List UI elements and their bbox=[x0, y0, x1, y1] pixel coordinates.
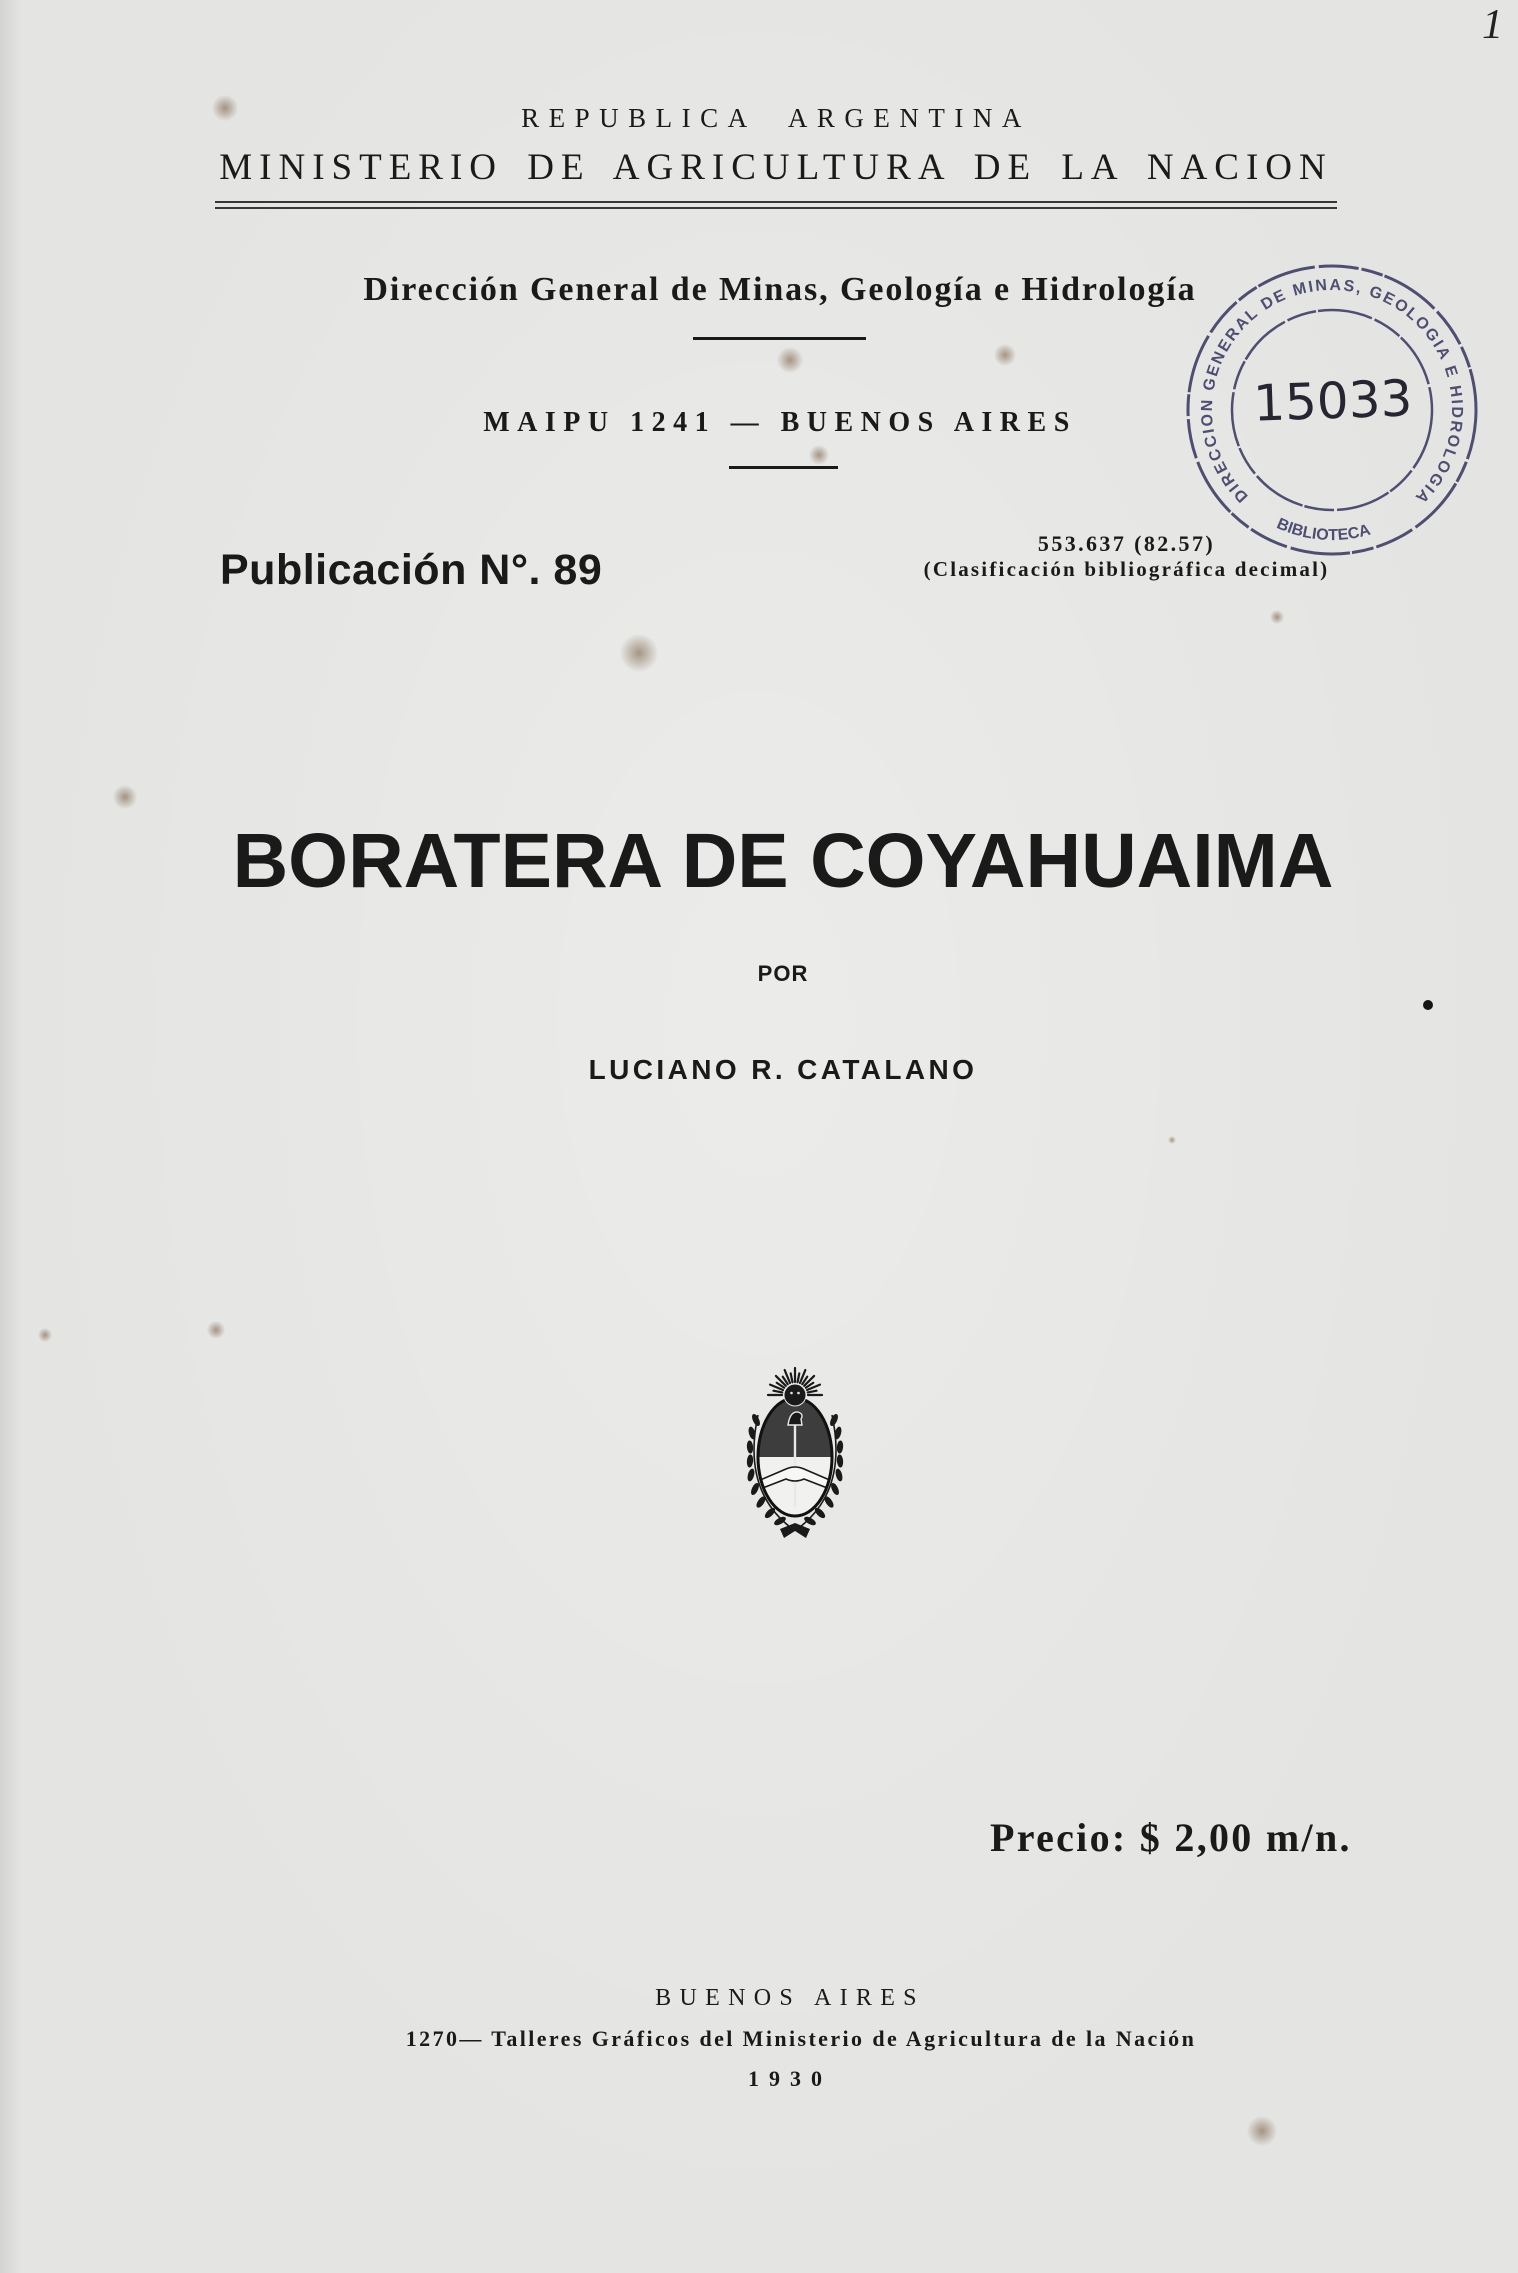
publication-number: Publicación N°. 89 bbox=[220, 546, 603, 594]
laurel-leaf bbox=[764, 1507, 776, 1519]
paper-stain bbox=[777, 347, 803, 373]
paper-stain bbox=[38, 1328, 52, 1342]
price-label: Precio: $ 2,00 m/n. bbox=[990, 1815, 1352, 1860]
laurel-leaf bbox=[755, 1496, 766, 1509]
country-heading: REPUBLICA ARGENTINA bbox=[521, 103, 1031, 133]
sun-face bbox=[784, 1384, 806, 1406]
imprint-city: BUENOS AIRES bbox=[655, 1985, 925, 2011]
document-title: BORATERA DE COYAHUAIMA bbox=[232, 818, 1334, 904]
laurel-leaf bbox=[830, 1482, 840, 1495]
sun-ray bbox=[808, 1391, 817, 1393]
paper-stain bbox=[620, 634, 658, 672]
stamp-inventory-number: 15033 bbox=[1252, 369, 1414, 433]
directorate-heading: Dirección General de Minas, Geología e Hidrología bbox=[363, 271, 1197, 308]
laurel-leaf bbox=[750, 1482, 760, 1495]
laurel-leaf bbox=[747, 1455, 753, 1467]
ink-dot bbox=[1423, 1000, 1433, 1010]
paper-stain bbox=[207, 1321, 225, 1339]
laurel-leaf bbox=[835, 1469, 843, 1482]
laurel-leaf bbox=[747, 1441, 753, 1453]
ministry-heading: MINISTERIO DE AGRICULTURA DE LA NACION bbox=[219, 147, 1333, 188]
paper-stain bbox=[994, 344, 1016, 366]
imprint-printer: 1270— Talleres Gráficos del Ministerio de Agricultura de la Nación bbox=[405, 2026, 1197, 2051]
laurel-leaf bbox=[751, 1413, 761, 1426]
stamp-ring-text-path: DIRECCION GENERAL DE MINAS, GEOLOGIA E HIDROLOGIA bbox=[1198, 276, 1466, 506]
paper-stain bbox=[1270, 610, 1284, 624]
sun-eye bbox=[797, 1392, 800, 1395]
laurel-leaf bbox=[837, 1455, 843, 1467]
paper-stain bbox=[1168, 1136, 1176, 1144]
laurel-leaf bbox=[814, 1507, 826, 1519]
classification-label: (Clasificación bibliográfica decimal) bbox=[923, 557, 1330, 581]
header-double-rule bbox=[215, 201, 1337, 209]
paper-stain bbox=[113, 785, 137, 809]
sun-ray bbox=[791, 1373, 793, 1382]
short-divider bbox=[729, 466, 838, 469]
paper-stain bbox=[809, 445, 829, 465]
library-stamp bbox=[1172, 250, 1492, 570]
laurel-leaf bbox=[823, 1496, 834, 1509]
sun-eye bbox=[790, 1392, 793, 1395]
classification-code: 553.637 (82.57) bbox=[1037, 531, 1216, 556]
imprint-year: 1930 bbox=[748, 2066, 832, 2091]
laurel-leaf bbox=[829, 1413, 839, 1426]
sun-ray bbox=[773, 1391, 782, 1393]
address-line: MAIPU 1241 — BUENOS AIRES bbox=[483, 407, 1077, 438]
author-name: LUCIANO R. CATALANO bbox=[588, 1054, 978, 1085]
laurel-leaf bbox=[837, 1441, 843, 1453]
stamp-bottom-text bbox=[1274, 515, 1374, 547]
laurel-leaf bbox=[747, 1469, 755, 1482]
paper-stain bbox=[1247, 2116, 1277, 2146]
sun-ray bbox=[798, 1373, 800, 1382]
handwritten-page-mark: 1 bbox=[1482, 2, 1503, 48]
ribbon-bow bbox=[780, 1523, 810, 1538]
stamp-bottom-text-path: BIBLIOTECA bbox=[1274, 515, 1373, 545]
short-divider bbox=[693, 337, 866, 340]
argentine-coat-of-arms-icon bbox=[738, 1357, 852, 1545]
byline-por: POR bbox=[757, 961, 809, 986]
